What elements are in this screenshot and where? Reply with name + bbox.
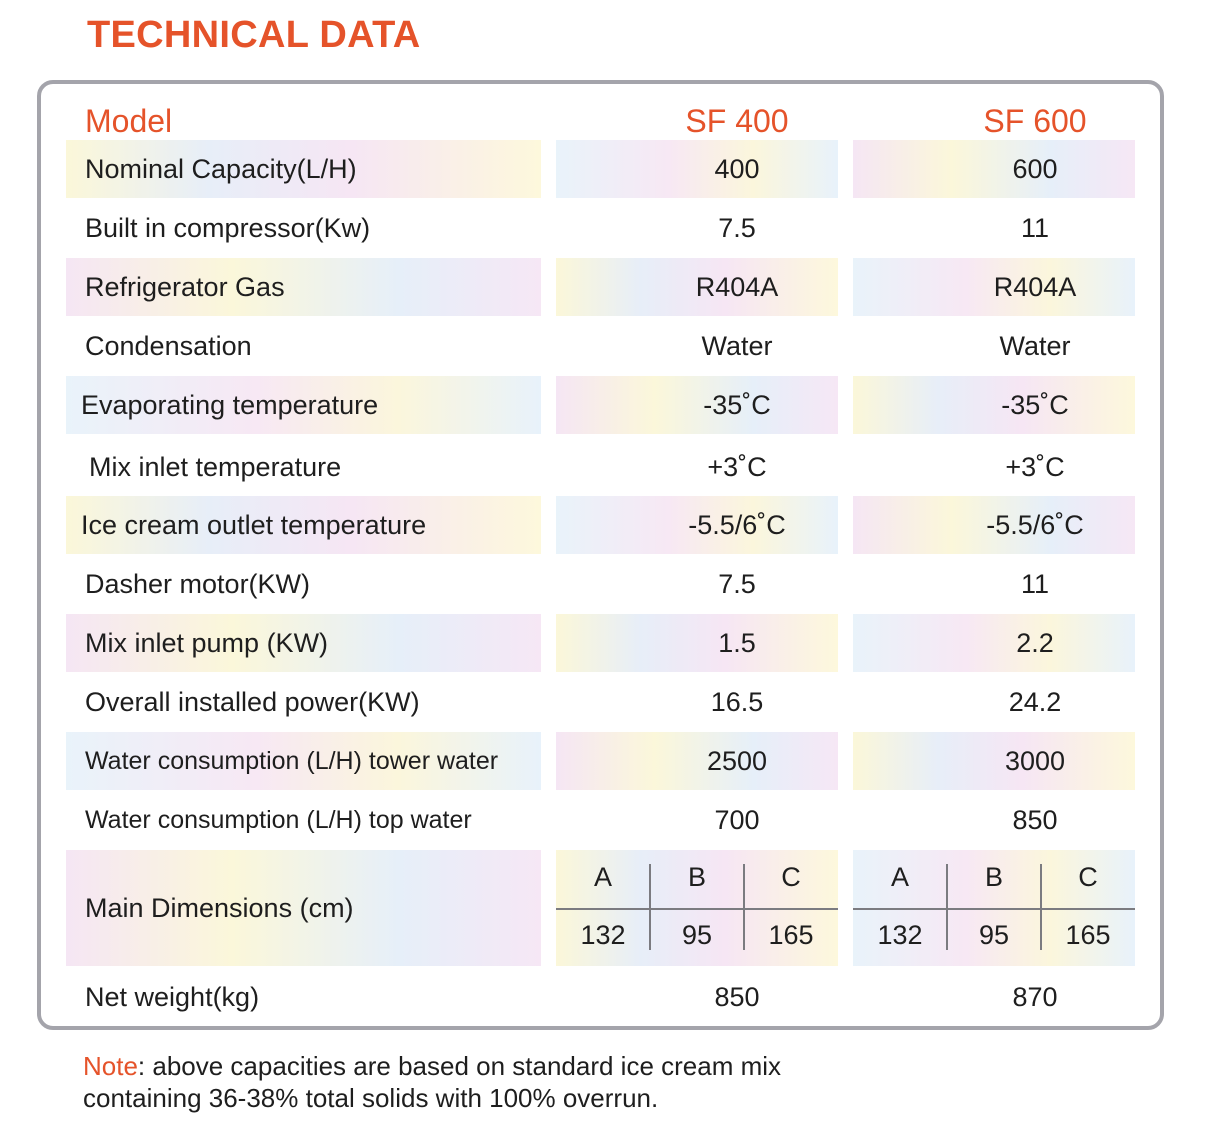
row-label: Dasher motor(KW) — [85, 568, 311, 599]
sf600-value: 24.2 — [1008, 686, 1062, 717]
sf600-value: R404A — [993, 271, 1077, 302]
sf400-value: 400 — [714, 153, 760, 184]
row-label: Water consumption (L/H) top water — [85, 805, 472, 834]
table-row — [41, 673, 1160, 731]
sf400-value: 850 — [714, 981, 760, 1012]
dim-a-header: A — [890, 862, 909, 892]
table-row — [41, 791, 1160, 849]
footnote — [83, 1050, 781, 1114]
table-row — [41, 438, 1160, 496]
page-title: TECHNICAL DATA — [87, 14, 421, 56]
sf400-value: 2500 — [706, 745, 768, 776]
dim-b-header: B — [687, 862, 706, 892]
row-label: Condensation — [85, 330, 252, 361]
table-row — [41, 968, 1160, 1026]
technical-data-table — [37, 80, 1164, 1030]
row-label: Mix inlet pump (KW) — [85, 627, 329, 658]
sf400-dimensions — [556, 850, 838, 966]
row-label: Nominal Capacity(L/H) — [85, 153, 357, 184]
row-label: Net weight(kg) — [85, 981, 260, 1012]
sf600-header: SF 600 — [983, 102, 1087, 139]
row-label: Overall installed power(KW) — [85, 686, 420, 717]
dimensions-label: Main Dimensions (cm) — [85, 892, 354, 923]
sf400-value: R404A — [695, 271, 779, 302]
dim-c-value: 165 — [1065, 920, 1111, 950]
table-row — [41, 199, 1160, 257]
row-label: Refrigerator Gas — [85, 271, 285, 302]
sf400-value: +3˚C — [707, 451, 767, 482]
sf600-value: Water — [999, 330, 1071, 361]
table-row — [41, 317, 1160, 375]
table-row — [41, 258, 1160, 316]
dim-c-header: C — [1078, 862, 1098, 892]
table-row — [41, 732, 1160, 790]
sf600-value: +3˚C — [1005, 451, 1065, 482]
dim-c-value: 165 — [768, 920, 814, 950]
sf400-value: 1.5 — [718, 627, 756, 658]
sf600-value: 11 — [1020, 212, 1050, 243]
dim-a-value: 132 — [877, 920, 923, 950]
row-label: Built in compressor(Kw) — [85, 212, 371, 243]
dim-b-value: 95 — [681, 920, 713, 950]
row-label: Water consumption (L/H) tower water — [85, 746, 499, 775]
sf400-value: -35˚C — [703, 389, 771, 420]
dim-a-value: 132 — [580, 920, 626, 950]
sf600-value: 3000 — [1004, 745, 1066, 776]
sf600-value: -5.5/6˚C — [986, 509, 1084, 540]
dim-a-header: A — [593, 862, 612, 892]
dim-c-header: C — [781, 862, 801, 892]
sf400-value: -5.5/6˚C — [688, 509, 786, 540]
sf400-value: 7.5 — [718, 568, 756, 599]
dim-b-header: B — [984, 862, 1003, 892]
dim-b-value: 95 — [978, 920, 1010, 950]
sf600-value: -35˚C — [1001, 389, 1069, 420]
sf400-value: Water — [701, 330, 773, 361]
sf600-dimensions — [853, 850, 1135, 966]
row-label: Ice cream outlet temperature — [81, 509, 427, 540]
sf600-value: 850 — [1012, 804, 1058, 835]
row-label: Evaporating temperature — [81, 389, 379, 420]
sf600-value: 2.2 — [1016, 627, 1054, 658]
note-prefix: Note — [83, 1051, 138, 1081]
note-line-1: : above capacities are based on standard ice cream mix — [137, 1051, 782, 1081]
sf600-value: 870 — [1012, 981, 1058, 1012]
dimensions-row — [41, 850, 1160, 966]
sf400-header: SF 400 — [685, 102, 789, 139]
sf600-value: 11 — [1020, 568, 1050, 599]
table-row — [41, 555, 1160, 613]
table-row — [41, 614, 1160, 672]
note-line-2: containing 36-38% total solids with 100% overrun. — [83, 1083, 659, 1113]
sf400-value: 16.5 — [710, 686, 764, 717]
table-row — [41, 496, 1160, 554]
model-header: Model — [85, 102, 173, 139]
sf400-value: 7.5 — [718, 212, 756, 243]
table-row — [41, 376, 1160, 434]
sf400-value: 700 — [714, 804, 760, 835]
table-row — [41, 140, 1160, 198]
sf600-value: 600 — [1012, 153, 1058, 184]
row-label: Mix inlet temperature — [89, 451, 342, 482]
